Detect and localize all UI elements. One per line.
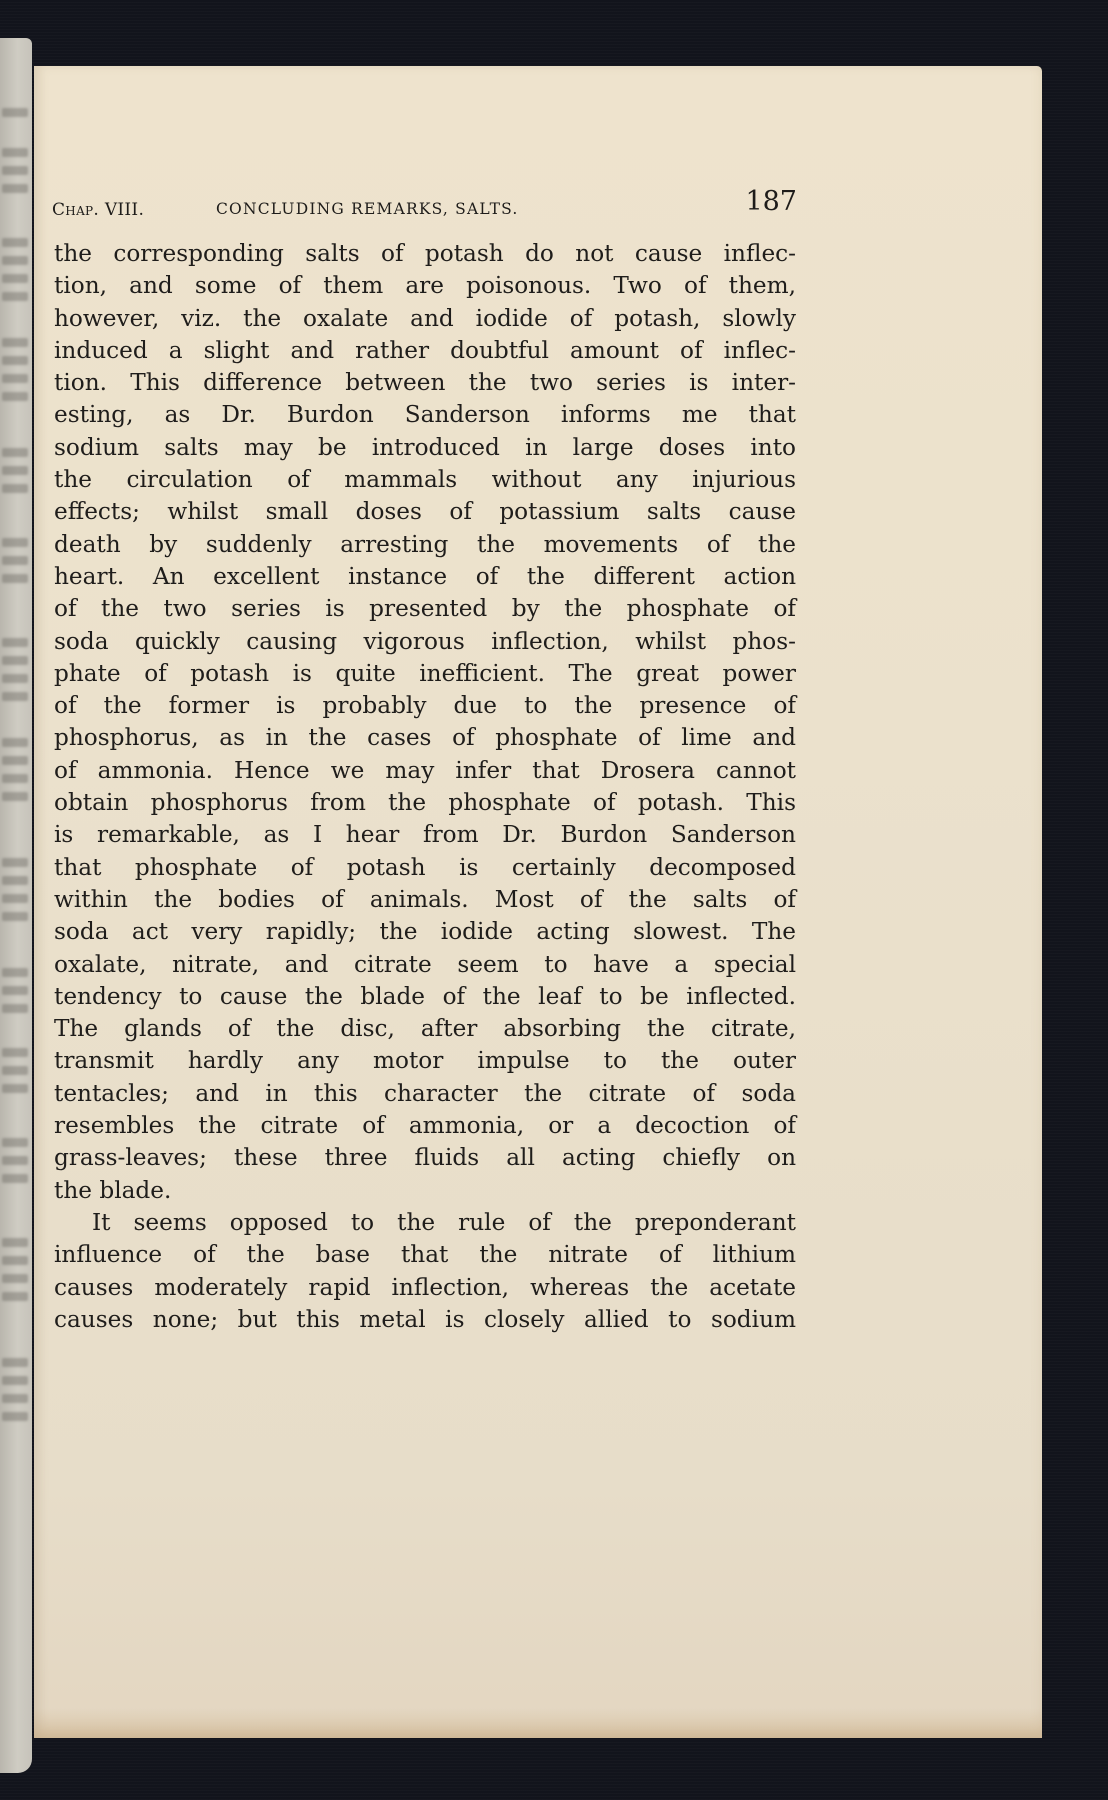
text-line: induced a slight and rather doubtful amount of inflec- [54, 336, 796, 364]
text-line: It seems opposed to the rule of the preponderant [92, 1208, 796, 1236]
text-line: tentacles; and in this character the citrate of soda [54, 1079, 796, 1107]
paragraph [54, 238, 796, 1207]
text-line: heart. An excellent instance of the different action [54, 562, 796, 590]
text-line: resembles the citrate of ammonia, or a decoction of [54, 1112, 796, 1140]
text-line: death by suddenly arresting the movements of the [54, 530, 796, 558]
text-line: soda act very rapidly; the iodide acting slowest. The [54, 918, 796, 946]
text-line: of ammonia. Hence we may infer that Drosera cannot [54, 756, 796, 784]
running-header [52, 186, 797, 226]
text-line: obtain phosphorus from the phosphate of potash. This [54, 789, 796, 817]
text-line: tion. This difference between the two series is inter- [54, 369, 796, 397]
body-text [54, 238, 796, 1336]
text-line: esting, as Dr. Burdon Sanderson informs me that [54, 401, 796, 429]
text-line: the blade. [54, 1176, 172, 1204]
text-line: causes none; but this metal is closely allied to sodium [54, 1305, 796, 1333]
text-line: the circulation of mammals without any injurious [54, 466, 796, 494]
text-line: influence of the base that the nitrate of lithium [54, 1241, 796, 1269]
text-line: soda quickly causing vigorous inflection, whilst phos- [54, 627, 796, 655]
text-line: causes moderately rapid inflection, whereas the acetate [54, 1273, 796, 1301]
text-line: the corresponding salts of potash do not cause inflec- [54, 240, 796, 267]
page-number: 187 [745, 186, 797, 217]
chapter-title: CONCLUDING REMARKS, SALTS. [216, 200, 519, 218]
text-line: sodium salts may be introduced in large doses into [54, 433, 796, 461]
text-line: phosphorus, as in the cases of phosphate of lime and [54, 724, 796, 752]
previous-page-edge [0, 38, 32, 1773]
text-line: The glands of the disc, after absorbing the citrate, [54, 1015, 796, 1043]
text-line: that phosphate of potash is certainly decomposed [54, 853, 796, 881]
chapter-label: Chap. VIII. [52, 200, 145, 220]
text-line: of the former is probably due to the presence of [54, 692, 796, 720]
text-line: oxalate, nitrate, and citrate seem to have a special [54, 950, 796, 978]
text-line: however, viz. the oxalate and iodide of potash, slowly [54, 304, 796, 332]
text-line: tendency to cause the blade of the leaf to be inflected. [54, 982, 796, 1010]
text-line: tion, and some of them are poisonous. Two of them, [54, 272, 796, 300]
text-line: within the bodies of animals. Most of the salts of [54, 885, 796, 913]
paragraph [54, 1207, 796, 1336]
text-line: grass-leaves; these three fluids all acting chiefly on [54, 1144, 796, 1172]
text-line: transmit hardly any motor impulse to the outer [54, 1047, 796, 1075]
text-line: is remarkable, as I hear from Dr. Burdon Sanderson [54, 821, 796, 849]
text-line: effects; whilst small doses of potassium salts cause [54, 498, 796, 526]
text-line: of the two series is presented by the phosphate of [54, 595, 796, 623]
text-line: phate of potash is quite inefficient. The great power [54, 659, 796, 687]
